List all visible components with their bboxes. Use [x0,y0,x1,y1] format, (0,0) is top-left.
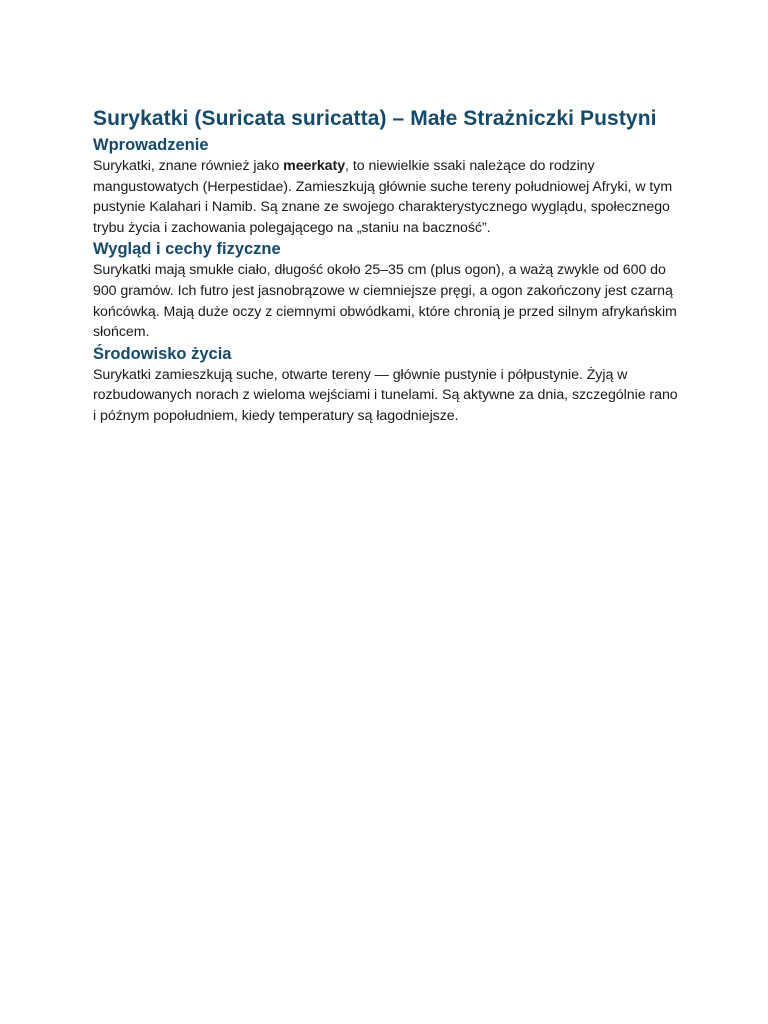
section-text-habitat: Surykatki zamieszkują suche, otwarte tereny — głównie pustynie i półpustynie. Żyją w rozbudowanych norach z wieloma wejściami i tunelami. Są aktywne za dnia, szczególnie rano i późnym popołudniem, kiedy temperatury są łagodniejsze. [93,366,678,424]
section-heading-appearance: Wygląd i cechy fizyczne [93,240,281,259]
section-text-introduction [93,156,683,238]
section-text-appearance: Surykatki mają smukłe ciało, długość około 25–35 cm (plus ogon), a ważą zwykle od 600 do 900 gramów. Ich futro jest jasnobrązowe w ciemniejsze pręgi, a ogon zakończony jest czarną końcówką. Mają duże oczy z ciemnymi obwódkami, które chronią je przed silnym afrykańskim słońcem. [93,262,677,341]
page-title: Surykatki (Suricata suricatta) – Małe Strażniczki Pustyni [93,107,657,130]
document-content [93,103,683,427]
section-heading-introduction: Wprowadzenie [93,136,209,154]
section-heading-habitat: Środowisko życia [93,344,232,363]
intro-text-start: Surykatki, znane również jako [93,158,284,174]
intro-text-bold-term: meerkaty [283,158,346,174]
intro-text-end: , to niewielkie ssaki należące do rodziny mangustowatych (Herpestidae). Zamieszkują głównie suche tereny południowej Afryki, w tym pustynie Kalahari i Namib. Są znane ze swojego charakterystycznego wyglądu, społecznego trybu życia i zachowania polegającego na „staniu na baczność”. [93,158,673,236]
